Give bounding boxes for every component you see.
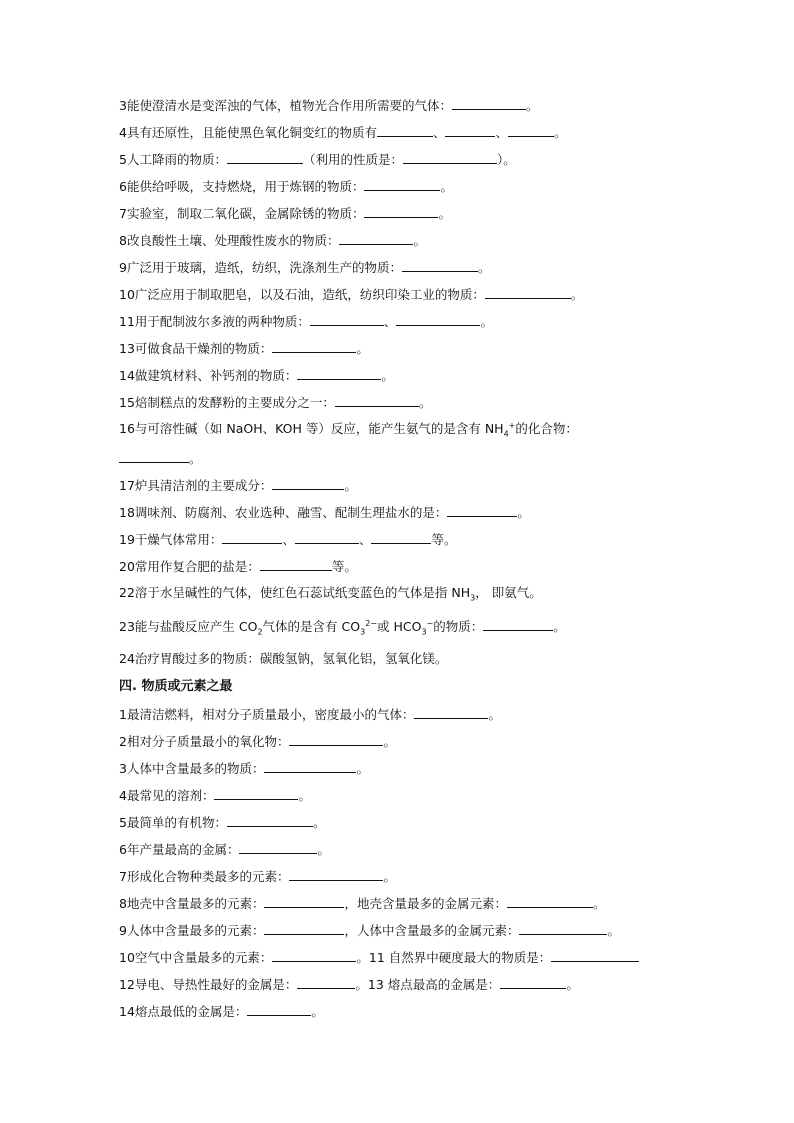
question-16-continued: 。: [119, 449, 202, 468]
answer-blank[interactable]: [508, 123, 554, 137]
question-8: 8改良酸性土壤、处理酸性废水的物质： 。: [119, 233, 426, 248]
question-16: 16与可溶性碱（如 NaOH、KOH 等）反应，能产生氨气的是含有 $NH_4^+$的化合物：: [119, 420, 578, 439]
superlative-3: 3人体中含量最多的物质： 。: [119, 761, 369, 776]
question-24: 24治疗胃酸过多的物质：碳酸氢钠，氢氧化铝，氢氧化镁。: [119, 651, 448, 666]
question-15: 15焙制糕点的发酵粉的主要成分之一： 。: [119, 395, 432, 410]
answer-blank[interactable]: [500, 975, 566, 989]
question-9: 9广泛用于玻璃，造纸，纺织，洗涤剂生产的物质： 。: [119, 260, 491, 275]
superlative-12-13: 12导电、导热性最好的金属是： 。13 熔点最高的金属是： 。: [119, 977, 579, 992]
question-4: 4具有还原性，且能使黑色氧化铜变红的物质有 、 、 。: [119, 125, 567, 140]
superlative-5: 5最简单的有机物： 。: [119, 815, 326, 830]
answer-blank[interactable]: [272, 339, 356, 353]
question-18: 18调味剂、防腐剂、农业选种、融雪、配制生理盐水的是： 。: [119, 505, 530, 520]
answer-blank[interactable]: [371, 530, 431, 544]
answer-blank[interactable]: [239, 840, 317, 854]
answer-blank[interactable]: [264, 894, 344, 908]
answer-blank[interactable]: [339, 231, 413, 245]
answer-blank[interactable]: [403, 150, 497, 164]
question-5: 5人工降雨的物质： （利用的性质是： ）。: [119, 152, 516, 167]
question-number: 3: [119, 98, 127, 113]
superlative-2: 2相对分子质量最小的氧化物： 。: [119, 734, 396, 749]
answer-blank[interactable]: [264, 921, 344, 935]
superlative-9: 9人体中含量最多的元素： ，人体中含量最多的金属元素： 。: [119, 923, 620, 938]
answer-blank[interactable]: [247, 1002, 311, 1016]
answer-blank[interactable]: [295, 530, 359, 544]
answer-blank[interactable]: [414, 705, 488, 719]
question-17: 17炉具清洁剂的主要成分： 。: [119, 478, 357, 493]
superlative-7: 7形成化合物种类最多的元素： 。: [119, 869, 396, 884]
answer-blank[interactable]: [485, 285, 571, 299]
answer-blank[interactable]: [402, 258, 478, 272]
answer-blank[interactable]: [507, 894, 593, 908]
answer-blank[interactable]: [519, 921, 607, 935]
answer-blank[interactable]: [396, 312, 480, 326]
answer-blank[interactable]: [364, 177, 440, 191]
superlative-1: 1最清洁燃料，相对分子质量最小，密度最小的气体： 。: [119, 707, 501, 722]
question-text: 能使澄清水是变浑浊的气体，植物光合作用所需要的气体：: [126, 98, 452, 113]
superlative-4: 4最常见的溶剂： 。: [119, 788, 311, 803]
question-14: 14做建筑材料、补钙剂的物质： 。: [119, 368, 394, 383]
answer-blank[interactable]: [214, 786, 298, 800]
question-10: 10广泛应用于制取肥皂，以及石油，造纸，纺织印染工业的物质： 。: [119, 287, 584, 302]
answer-blank[interactable]: [297, 366, 381, 380]
answer-blank[interactable]: [222, 530, 282, 544]
superlative-6: 6年产量最高的金属： 。: [119, 842, 330, 857]
superlative-14: 14熔点最低的金属是： 。: [119, 1004, 324, 1019]
answer-blank[interactable]: [297, 975, 355, 989]
question-23: 23能与盐酸反应产生 $CO_2$气体的是含有 $CO_3^{2-}$或 $HCO_3^-$的物质： 。: [119, 618, 566, 637]
answer-blank[interactable]: [445, 123, 495, 137]
question-13: 13可做食品干燥剂的物质： 。: [119, 341, 369, 356]
question-22: 22溶于水呈碱性的气体，使红色石蕊试纸变蓝色的气体是指 $NH_3$， 即氨气。: [119, 585, 542, 603]
section-heading: 四. 物质或元素之最: [119, 679, 233, 694]
answer-blank[interactable]: [289, 867, 383, 881]
answer-blank[interactable]: [260, 557, 332, 571]
answer-blank[interactable]: [272, 948, 356, 962]
answer-blank[interactable]: [289, 732, 383, 746]
question-19: 19干燥气体常用： 、 、 等。: [119, 532, 457, 547]
answer-blank[interactable]: [227, 813, 313, 827]
answer-blank[interactable]: [364, 204, 438, 218]
answer-blank[interactable]: [310, 312, 384, 326]
question-11: 11用于配制波尔多液的两种物质： 、 。: [119, 314, 493, 329]
superlative-8: 8地壳中含量最多的元素： ，地壳含量最多的金属元素： 。: [119, 896, 606, 911]
answer-blank[interactable]: [227, 150, 303, 164]
answer-blank[interactable]: [551, 948, 639, 962]
question-20: 20常用作复合肥的盐是： 等。: [119, 559, 357, 574]
answer-blank[interactable]: [335, 393, 419, 407]
question-3: 3能使澄清水是变浑浊的气体，植物光合作用所需要的气体： 。: [119, 98, 539, 113]
question-7: 7实验室，制取二氧化碳，金属除锈的物质： 。: [119, 206, 451, 221]
answer-blank[interactable]: [119, 449, 189, 463]
answer-blank[interactable]: [272, 476, 344, 490]
answer-blank[interactable]: [483, 617, 553, 631]
answer-blank[interactable]: [447, 503, 517, 517]
answer-blank[interactable]: [377, 123, 433, 137]
answer-blank[interactable]: [452, 96, 526, 110]
superlative-10-11: 10空气中含量最多的元素： 。11 自然界中硬度最大的物质是：: [119, 948, 639, 967]
question-6: 6能供给呼吸，支持燃烧，用于炼钢的物质： 。: [119, 179, 453, 194]
answer-blank[interactable]: [264, 759, 356, 773]
